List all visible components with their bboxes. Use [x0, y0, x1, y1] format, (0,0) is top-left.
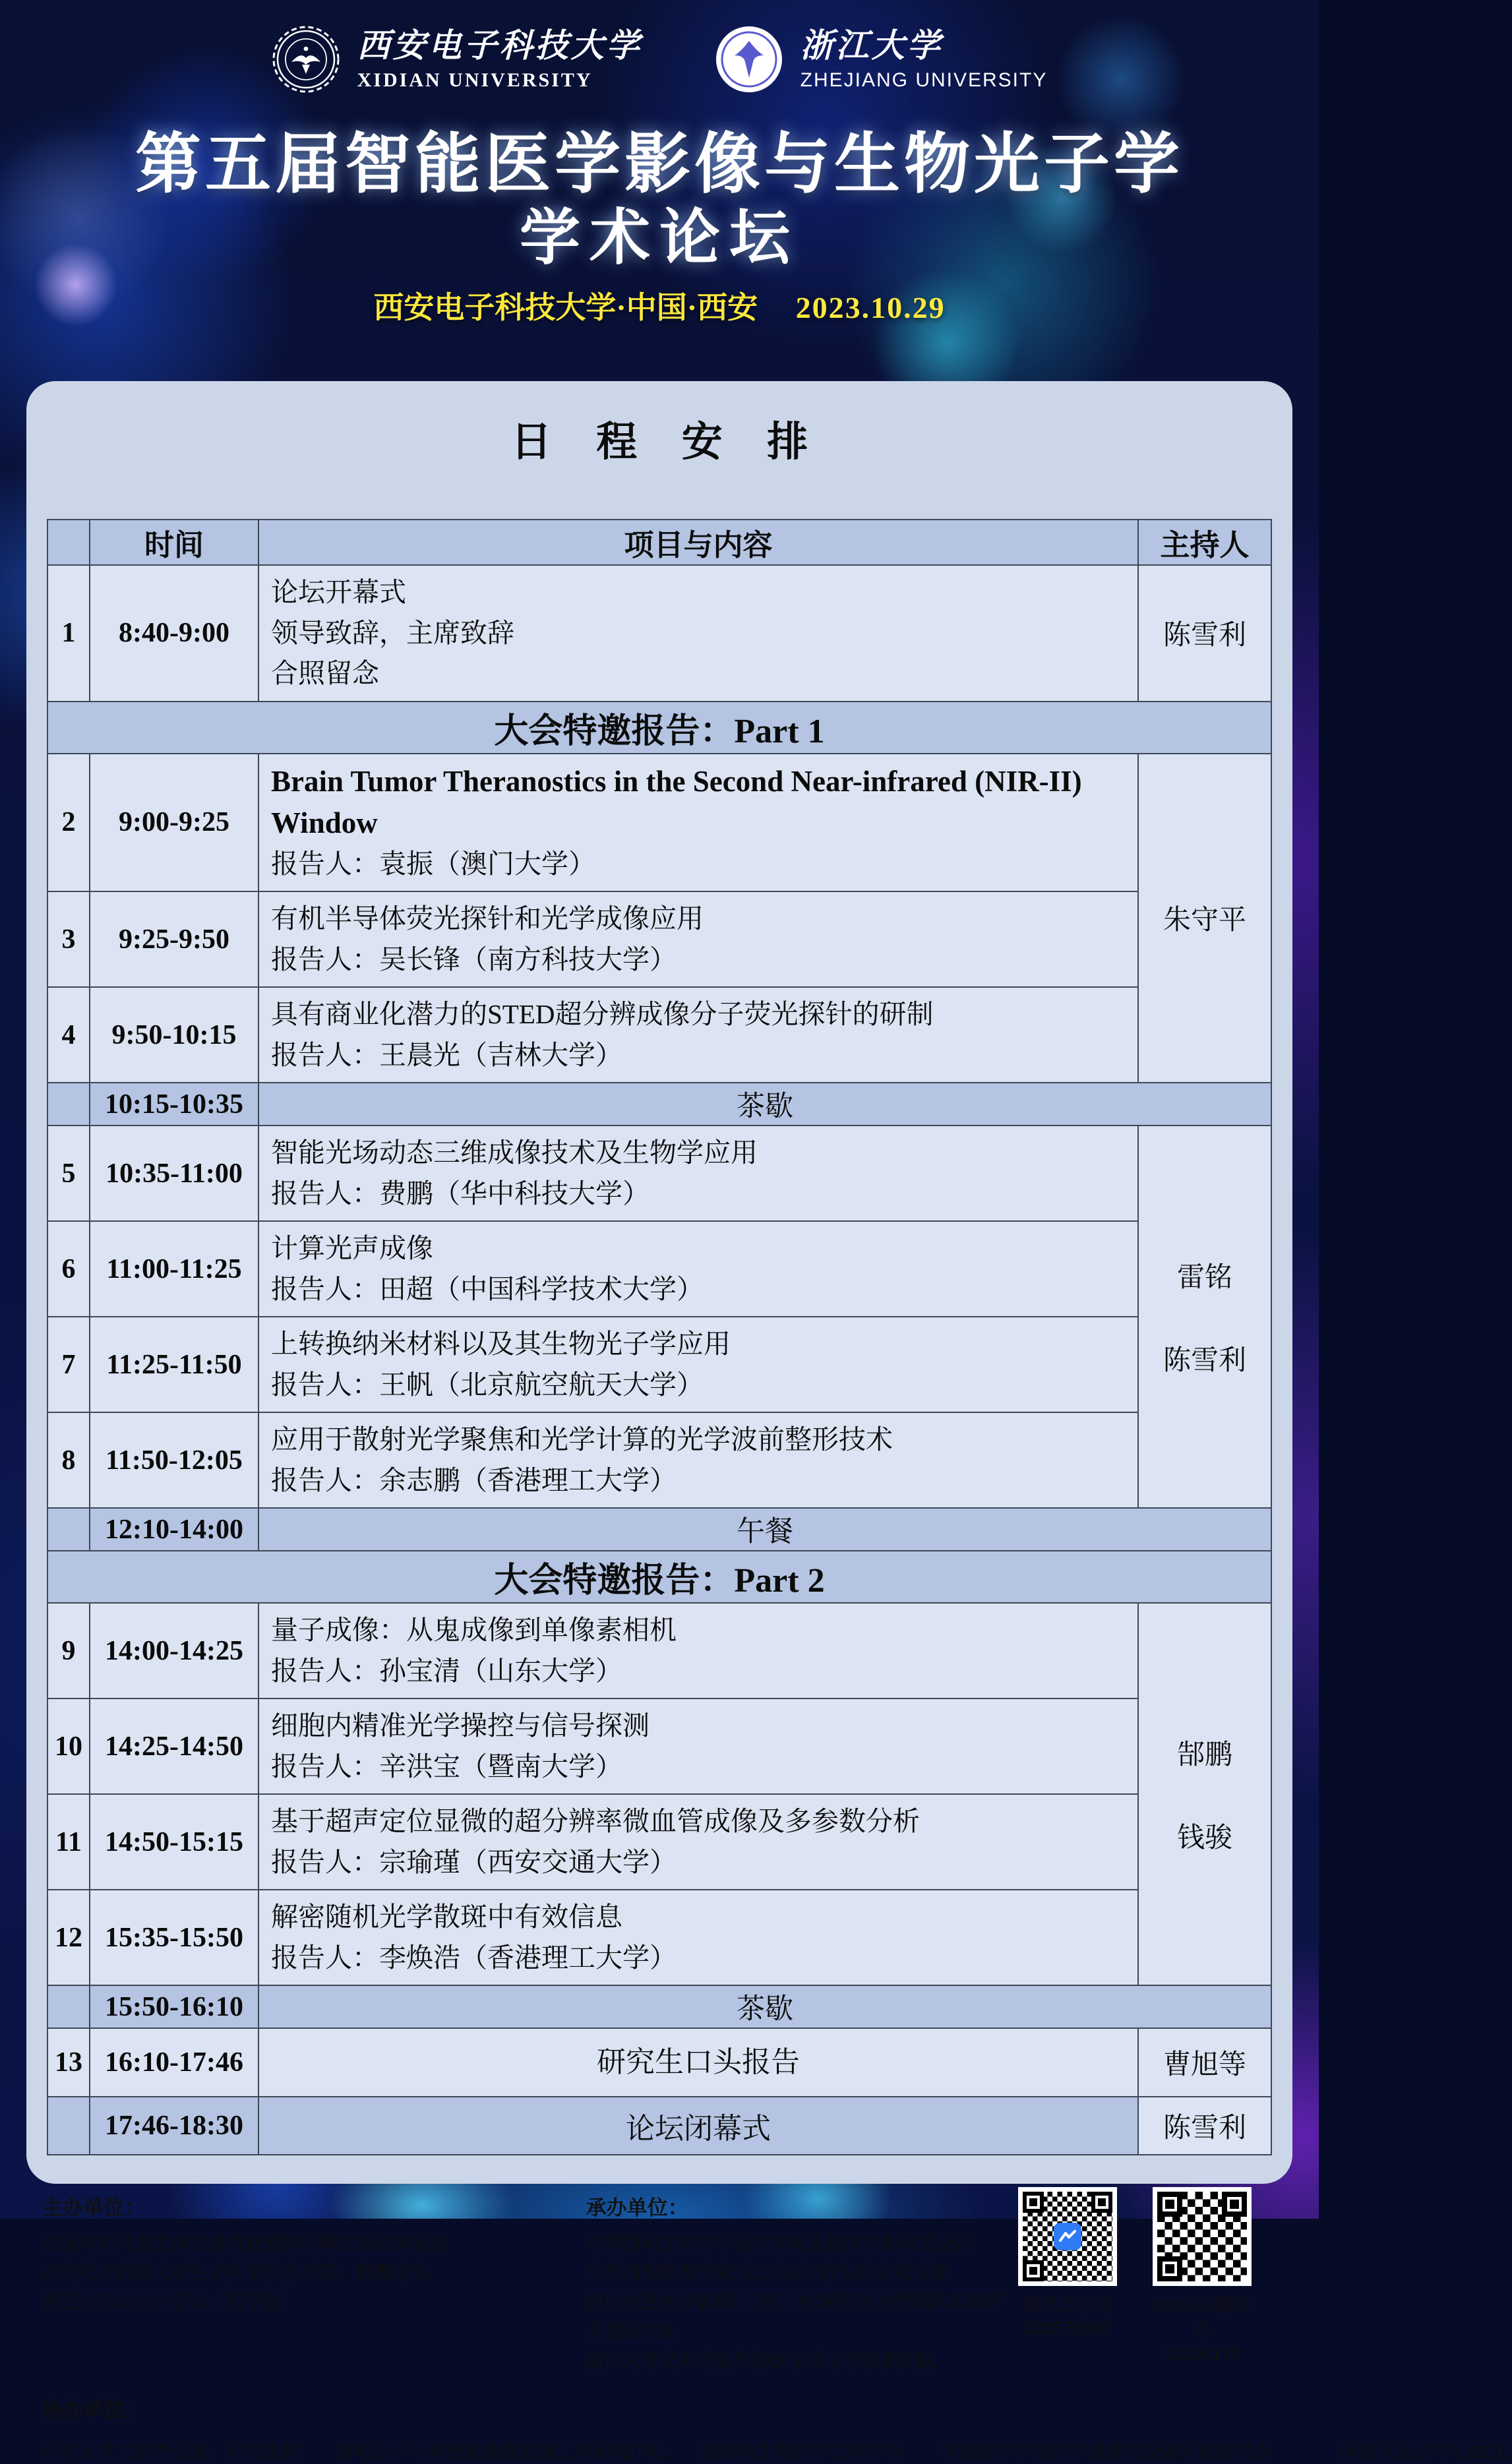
undertaker-line: 中共西电生命科学技术学院先进医学影像党支部: [586, 2233, 974, 2253]
schedule-row: [47, 1221, 1271, 1317]
closing-row: [47, 2097, 1271, 2155]
row-content: 研究生口头报告: [258, 2028, 1138, 2097]
row-time: 16:10-17:46: [90, 2028, 258, 2097]
row-time: 9:50-10:15: [90, 987, 258, 1083]
row-number: 13: [47, 2028, 90, 2097]
row-number: 10: [47, 1698, 90, 1794]
tencent-qr-code: [1018, 2187, 1117, 2286]
row-content: 具有商业化潜力的STED超分辨成像分子荧光探针的研制 报告人：王晨光（吉林大学）: [258, 987, 1138, 1083]
section-row: [47, 1551, 1271, 1603]
co-organizer-item: 西电人才工作办公室、研究生院: [42, 2441, 301, 2462]
row-time: 10:35-11:00: [90, 1126, 258, 1221]
venue-room-label: 南校区会议中心B101: [1340, 2441, 1512, 2462]
closing-label: 论坛闭幕式: [258, 2097, 1138, 2155]
xidian-name-cn: 西安电子科技大学: [357, 26, 642, 64]
row-number: 9: [47, 1603, 90, 1698]
closing-time: 17:46-18:30: [90, 2097, 258, 2155]
schedule-row: [47, 565, 1271, 702]
schedule-row: [47, 754, 1271, 892]
tencent-meeting-icon: [1054, 2223, 1081, 2250]
tencent-meeting-number: 832575067: [1023, 2318, 1112, 2339]
row-time: 11:25-11:50: [90, 1317, 258, 1412]
host-cell: 郜鹏 钱骏: [1138, 1603, 1271, 1985]
co-organizer-heading: 协办单位：: [42, 2398, 144, 2422]
row-time: 11:50-12:05: [90, 1412, 258, 1508]
row-content: 量子成像：从鬼成像到单像素相机 报告人：孙宝清（山东大学）: [258, 1603, 1138, 1698]
break-label: 茶歇: [258, 1985, 1271, 2028]
row-time: 9:00-9:25: [90, 754, 258, 892]
row-content: 有机半导体荧光探针和光学成像应用 报告人：吴长锋（南方科技大学）: [258, 891, 1138, 987]
row-content: 论坛开幕式 领导致辞，主席致辞 合照留念: [258, 565, 1138, 702]
section-title: 大会特邀报告：Part 1: [47, 702, 1271, 754]
undertaker-line: 中共西电物理学院“光子初心”师生联合党支部: [586, 2262, 950, 2283]
schedule-heading: 日 程 安 排: [510, 420, 826, 465]
schedule-row: [47, 1317, 1271, 1412]
schedule-panel: [26, 381, 1512, 2462]
row-number: 2: [47, 754, 90, 892]
row-time: 14:50-15:15: [90, 1794, 258, 1890]
schedule-row: [47, 1890, 1271, 1985]
organizer-line: 西安电子科技大学生命科学技术学院、物理学院: [42, 2262, 431, 2283]
undertaker-line: 西电先进医学影像“三好三有”研究生导学团队思政育人创新团队: [586, 2291, 1005, 2342]
zju-logo: [715, 25, 1048, 94]
row-time: 11:00-11:25: [90, 1221, 258, 1317]
section-title: 大会特邀报告：Part 2: [47, 1551, 1271, 1603]
host-cell: 雷铭 陈雪利: [1138, 1126, 1271, 1508]
row-number: 11: [47, 1794, 90, 1890]
row-content: 应用于散射光学聚焦和光学计算的光学波前整形技术 报告人：余志鹏（香港理工大学）: [258, 1412, 1138, 1508]
co-organizer-item: 中国图学学会医学图像与设备专业委员会: [939, 2441, 1272, 2462]
host-cell: 陈雪利: [1138, 2097, 1271, 2155]
schedule-row: [47, 1603, 1271, 1698]
undertaker-heading: 承办单位：: [586, 2196, 688, 2219]
row-time: 9:25-9:50: [90, 891, 258, 987]
col-index-header: [47, 520, 90, 565]
schedule-row: [47, 1412, 1271, 1508]
row-number: 4: [47, 987, 90, 1083]
date-text: 2023.10.29: [795, 291, 946, 325]
poster-title-line1: 第五届智能医学影像与生物光子学: [135, 128, 1184, 201]
bilibili-qr-caption: bilibili直播账号: [1153, 2295, 1251, 2341]
break-label: 茶歇: [258, 1083, 1271, 1126]
schedule-row: [47, 891, 1271, 987]
row-number: 5: [47, 1126, 90, 1221]
row-number: 1: [47, 565, 90, 702]
bilibili-account-number: 31108170: [1163, 2344, 1242, 2364]
poster-title-line2: 学术论坛: [519, 204, 799, 272]
break-time: 12:10-14:00: [90, 1508, 258, 1551]
col-time-header: 时间: [90, 520, 258, 565]
bilibili-qr-code: [1153, 2187, 1252, 2286]
break-row: [47, 1083, 1271, 1126]
bilibili-qr-figure: [1146, 2187, 1258, 2364]
venue-text: 西安电子科技大学·中国·西安: [373, 291, 758, 325]
zju-emblem-icon: [715, 25, 783, 94]
row-number: 3: [47, 891, 90, 987]
university-logos: [0, 0, 1319, 94]
undertaker-block: [586, 2191, 1012, 2376]
row-content: 基于超声定位显微的超分辨率微血管成像及多参数分析 报告人：宗瑜瑾（西安交通大学）: [258, 1794, 1138, 1890]
xidian-name-en: XIDIAN UNIVERSITY: [357, 69, 593, 91]
co-organizer-line: [42, 2438, 1512, 2464]
row-number: 7: [47, 1317, 90, 1412]
panel-footer: [26, 2191, 1512, 2464]
row-number: 12: [47, 1890, 90, 1985]
zju-name-cn: 浙江大学: [800, 26, 943, 64]
organizer-line: 浙江大学光电科学与工程学院: [42, 2291, 283, 2312]
schedule-row: [47, 2028, 1271, 2097]
row-content: 上转换纳米材料以及其生物光子学应用 报告人：王帆（北京航空航天大学）: [258, 1317, 1138, 1412]
co-organizer-item: 西电分子与神经影像教育部工程研究中心: [335, 2441, 668, 2462]
break-time: 10:15-10:35: [90, 1083, 258, 1126]
undertaker-line: 浙江大学光电学院生物医学光子学创新团队: [586, 2351, 937, 2372]
section-row: [47, 702, 1271, 754]
host-cell: 陈雪利: [1138, 565, 1271, 702]
qr-block: [1012, 2187, 1277, 2364]
tencent-qr-figure: [1012, 2187, 1124, 2364]
row-time: 15:35-15:50: [90, 1890, 258, 1985]
schedule-row: [47, 1794, 1271, 1890]
organizer-block: [42, 2191, 586, 2317]
row-content: Brain Tumor Theranostics in the Second Near-infrared (NIR-II) Window 报告人：袁振（澳门大学）: [258, 754, 1138, 892]
xidian-emblem-icon: [272, 25, 340, 94]
row-time: 14:00-14:25: [90, 1603, 258, 1698]
zju-name-en: ZHEJIANG UNIVERSITY: [800, 69, 1048, 91]
schedule-table: [47, 519, 1272, 2155]
row-number: 8: [47, 1412, 90, 1508]
row-content: 解密随机光学散斑中有效信息 报告人：李焕浩（香港理工大学）: [258, 1890, 1138, 1985]
break-label: 午餐: [258, 1508, 1271, 1551]
break-row: [47, 1985, 1271, 2028]
col-content-header: 项目与内容: [258, 520, 1138, 565]
tencent-qr-caption: 腾讯会议号: [1023, 2295, 1112, 2315]
row-content: 智能光场动态三维成像技术及生物学应用 报告人：费鹏（华中科技大学）: [258, 1126, 1138, 1221]
poster-subtitle: [0, 284, 1319, 327]
row-number: 6: [47, 1221, 90, 1317]
host-cell: 曹旭等: [1138, 2028, 1271, 2097]
co-organizer-item: 陕西省生物医学工程学会: [702, 2441, 905, 2462]
organizer-heading: 主办单位：: [42, 2196, 144, 2219]
row-time: 14:25-14:50: [90, 1698, 258, 1794]
row-content: 计算光声成像 报告人：田超（中国科学技术大学）: [258, 1221, 1138, 1317]
organizer-line: 西安市跨尺度生命信息智能感知与调控重点实验室: [42, 2233, 449, 2253]
break-row: [47, 1508, 1271, 1551]
schedule-row: [47, 987, 1271, 1083]
schedule-row: [47, 1126, 1271, 1221]
row-content: 细胞内精准光学操控与信号探测 报告人：辛洪宝（暨南大学）: [258, 1698, 1138, 1794]
col-host-header: 主持人: [1138, 520, 1271, 565]
schedule-header-row: [47, 520, 1271, 565]
row-time: 8:40-9:00: [90, 565, 258, 702]
host-cell: 朱守平: [1138, 754, 1271, 1083]
schedule-row: [47, 1698, 1271, 1794]
xidian-logo: [272, 25, 642, 94]
break-time: 15:50-16:10: [90, 1985, 258, 2028]
